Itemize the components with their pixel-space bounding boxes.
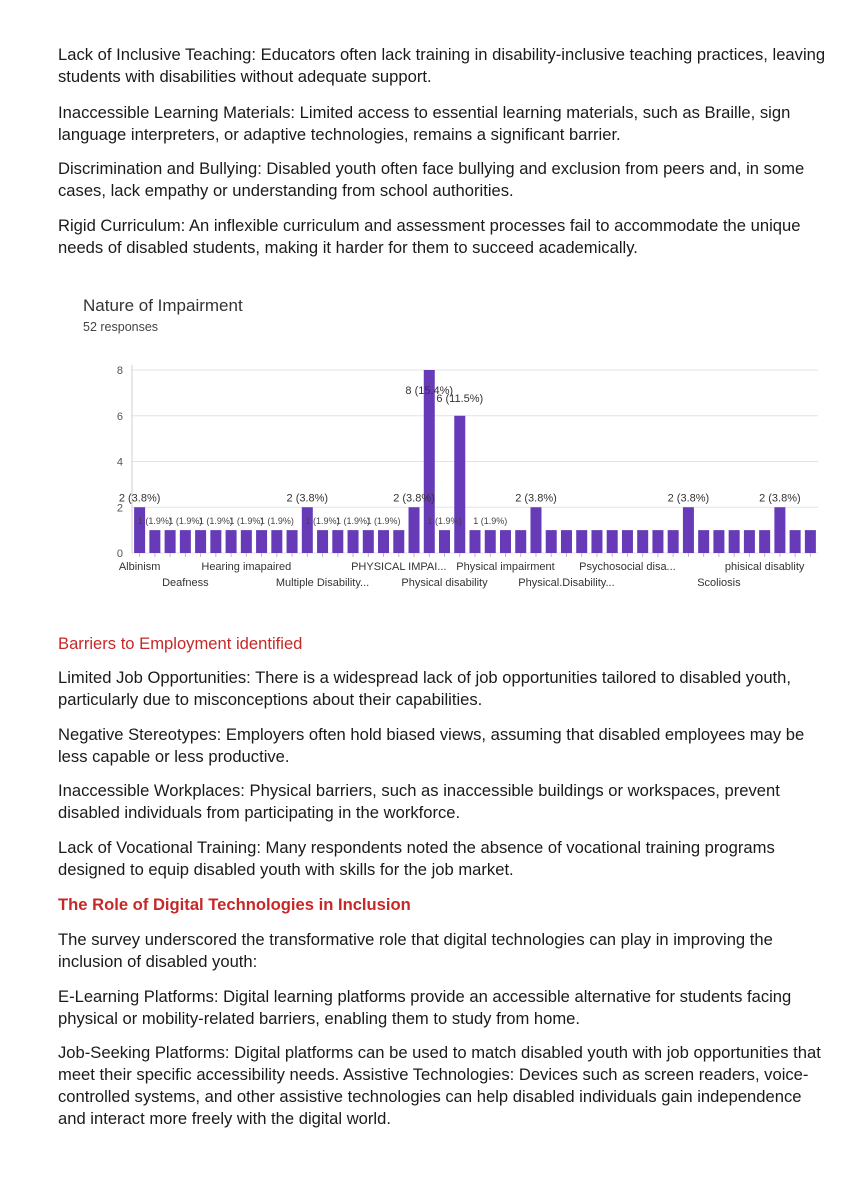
data-label: 2 (3.8%) — [393, 492, 435, 505]
y-tick-label: 8 — [116, 365, 123, 377]
bar — [805, 530, 816, 553]
paragraph-learning-materials: Inaccessible Learning Materials: Limited access to essential learning materials, such as Braille, sign language interpreters, or adaptive technologies, remains a significant barrier. — [58, 103, 791, 144]
bar — [729, 530, 740, 553]
y-tick-label: 4 — [116, 456, 123, 469]
data-label-small: 1 (1.9%) — [427, 516, 462, 527]
bar — [348, 530, 359, 553]
bar — [576, 530, 587, 553]
bar — [149, 530, 160, 553]
bar — [195, 530, 206, 553]
bar — [744, 530, 755, 553]
bar — [759, 530, 770, 553]
paragraph-survey: The survey underscored the transformative role that digital technologies can play in improving the inclusion of disabled youth: — [58, 930, 773, 971]
x-tick-label: Deafness — [162, 577, 209, 589]
data-label-small: 1 (1.9%) — [229, 516, 264, 527]
data-label: 6 (11.5%) — [436, 392, 484, 405]
paragraph-rigid-curriculum: Rigid Curriculum: An inflexible curriculum and assessment processes fail to accommodate the unique needs of disabled students, making it harder for them to succeed academically. — [58, 216, 801, 257]
data-label: 2 (3.8%) — [667, 492, 710, 505]
paragraph-elearning: E-Learning Platforms: Digital learning platforms provide an accessible alternative for students facing physical or mobility-related barriers, enabling them to study from home. — [58, 987, 792, 1028]
bar — [546, 530, 557, 553]
bar — [698, 530, 709, 553]
y-tick-label: 6 — [116, 410, 123, 423]
bar — [652, 530, 663, 553]
bar — [180, 530, 191, 553]
paragraph-job-opportunities: Limited Job Opportunities: There is a widespread lack of job opportunities tailored to disabled youth, particularly due to misconceptions about their capabilities. — [58, 668, 792, 709]
x-tick-label: Physical.Disability... — [518, 577, 615, 589]
bar — [210, 530, 221, 553]
paragraph-vocational: Lack of Vocational Training: Many respondents noted the absence of vocational training programs designed to equip disabled youth with skills for the job market. — [58, 838, 775, 879]
paragraph-stereotypes: Negative Stereotypes: Employers often hold biased views, assuming that disabled employees may be less capable or less productive. — [58, 725, 805, 766]
employment-heading: Barriers to Employment identified — [58, 634, 303, 653]
bar — [622, 530, 633, 553]
bar — [713, 530, 724, 553]
data-label-small: 1 (1.9%) — [366, 516, 401, 527]
data-label-small: 1 (1.9%) — [198, 516, 233, 527]
bar — [683, 507, 694, 553]
x-tick-label: Physical impairment — [456, 561, 555, 573]
bar — [302, 507, 313, 553]
bar — [439, 530, 450, 553]
data-label: 2 (3.8%) — [515, 492, 557, 505]
bar — [287, 530, 298, 553]
data-label-small: 1 (1.9%) — [305, 516, 340, 527]
data-label: 2 (3.8%) — [286, 492, 329, 505]
bar — [470, 530, 481, 553]
x-tick-label: PHYSICAL IMPAI... — [351, 561, 447, 573]
impairment-bar-chart — [0, 345, 861, 645]
bar — [165, 530, 176, 553]
bar — [515, 530, 526, 553]
data-label-small: 1 (1.9%) — [473, 516, 508, 527]
data-label-small: 1 (1.9%) — [137, 516, 172, 527]
bar — [790, 530, 801, 553]
bar — [637, 530, 648, 553]
bar — [668, 530, 679, 553]
bar — [530, 507, 541, 553]
bar — [363, 530, 374, 553]
y-tick-label: 0 — [116, 548, 123, 560]
data-label-small: 1 (1.9%) — [259, 516, 294, 527]
bar — [393, 530, 404, 553]
bar — [134, 507, 145, 553]
y-tick-label: 2 — [116, 502, 123, 515]
bar — [317, 530, 328, 553]
x-tick-label: Albinism — [118, 561, 161, 573]
bar — [607, 530, 618, 553]
data-label-small: 1 (1.9%) — [336, 516, 371, 527]
chart-title: Nature of Impairment — [83, 296, 243, 315]
chart-subtitle: 52 responses — [83, 320, 159, 334]
bar — [241, 530, 252, 553]
x-tick-label: Multiple Disability... — [275, 577, 370, 589]
data-label: 8 (15.4%) — [405, 385, 454, 397]
bar — [485, 530, 496, 553]
x-tick-label: Psychosocial disa... — [579, 561, 676, 573]
data-label: 2 (3.8%) — [118, 492, 161, 505]
paragraph-inclusive-teaching: Lack of Inclusive Teaching: Educators often lack training in disability-inclusive teaching practices, leaving students with disabilities without adequate support. — [58, 45, 826, 86]
paragraph-workplaces: Inaccessible Workplaces: Physical barriers, such as inaccessible buildings or workspaces, prevent disabled individuals from participating in the workforce. — [58, 781, 780, 822]
data-label-small: 1 (1.9%) — [168, 516, 203, 527]
bar — [332, 530, 343, 553]
bar — [271, 530, 282, 553]
x-tick-label: Scoliosis — [697, 577, 741, 589]
bar — [561, 530, 572, 553]
x-tick-label: phisical disablity — [724, 561, 805, 573]
bar — [256, 530, 267, 553]
bar — [454, 416, 465, 553]
data-label: 2 (3.8%) — [759, 492, 801, 505]
bar — [378, 530, 389, 553]
x-tick-label: Hearing imapaired — [201, 561, 292, 573]
paragraph-discrimination: Discrimination and Bullying: Disabled youth often face bullying and exclusion from peers and, in some cases, lack empathy or understanding from school authorities. — [58, 159, 805, 200]
paragraph-job-seeking: Job-Seeking Platforms: Digital platforms can be used to match disabled youth with job opportunities that meet their specific accessibility needs. Assistive Technologies: Devices such as screen readers, voice-controlled systems, and other assistive technologies can help disabled individuals gain independence and interact more freely with the digital world. — [58, 1043, 821, 1128]
bar — [591, 530, 602, 553]
bar — [774, 507, 785, 553]
x-tick-label: Physical disability — [401, 577, 488, 589]
digital-heading: The Role of Digital Technologies in Inclusion — [58, 895, 411, 914]
bar — [226, 530, 237, 553]
bar — [409, 507, 420, 553]
bar — [500, 530, 511, 553]
